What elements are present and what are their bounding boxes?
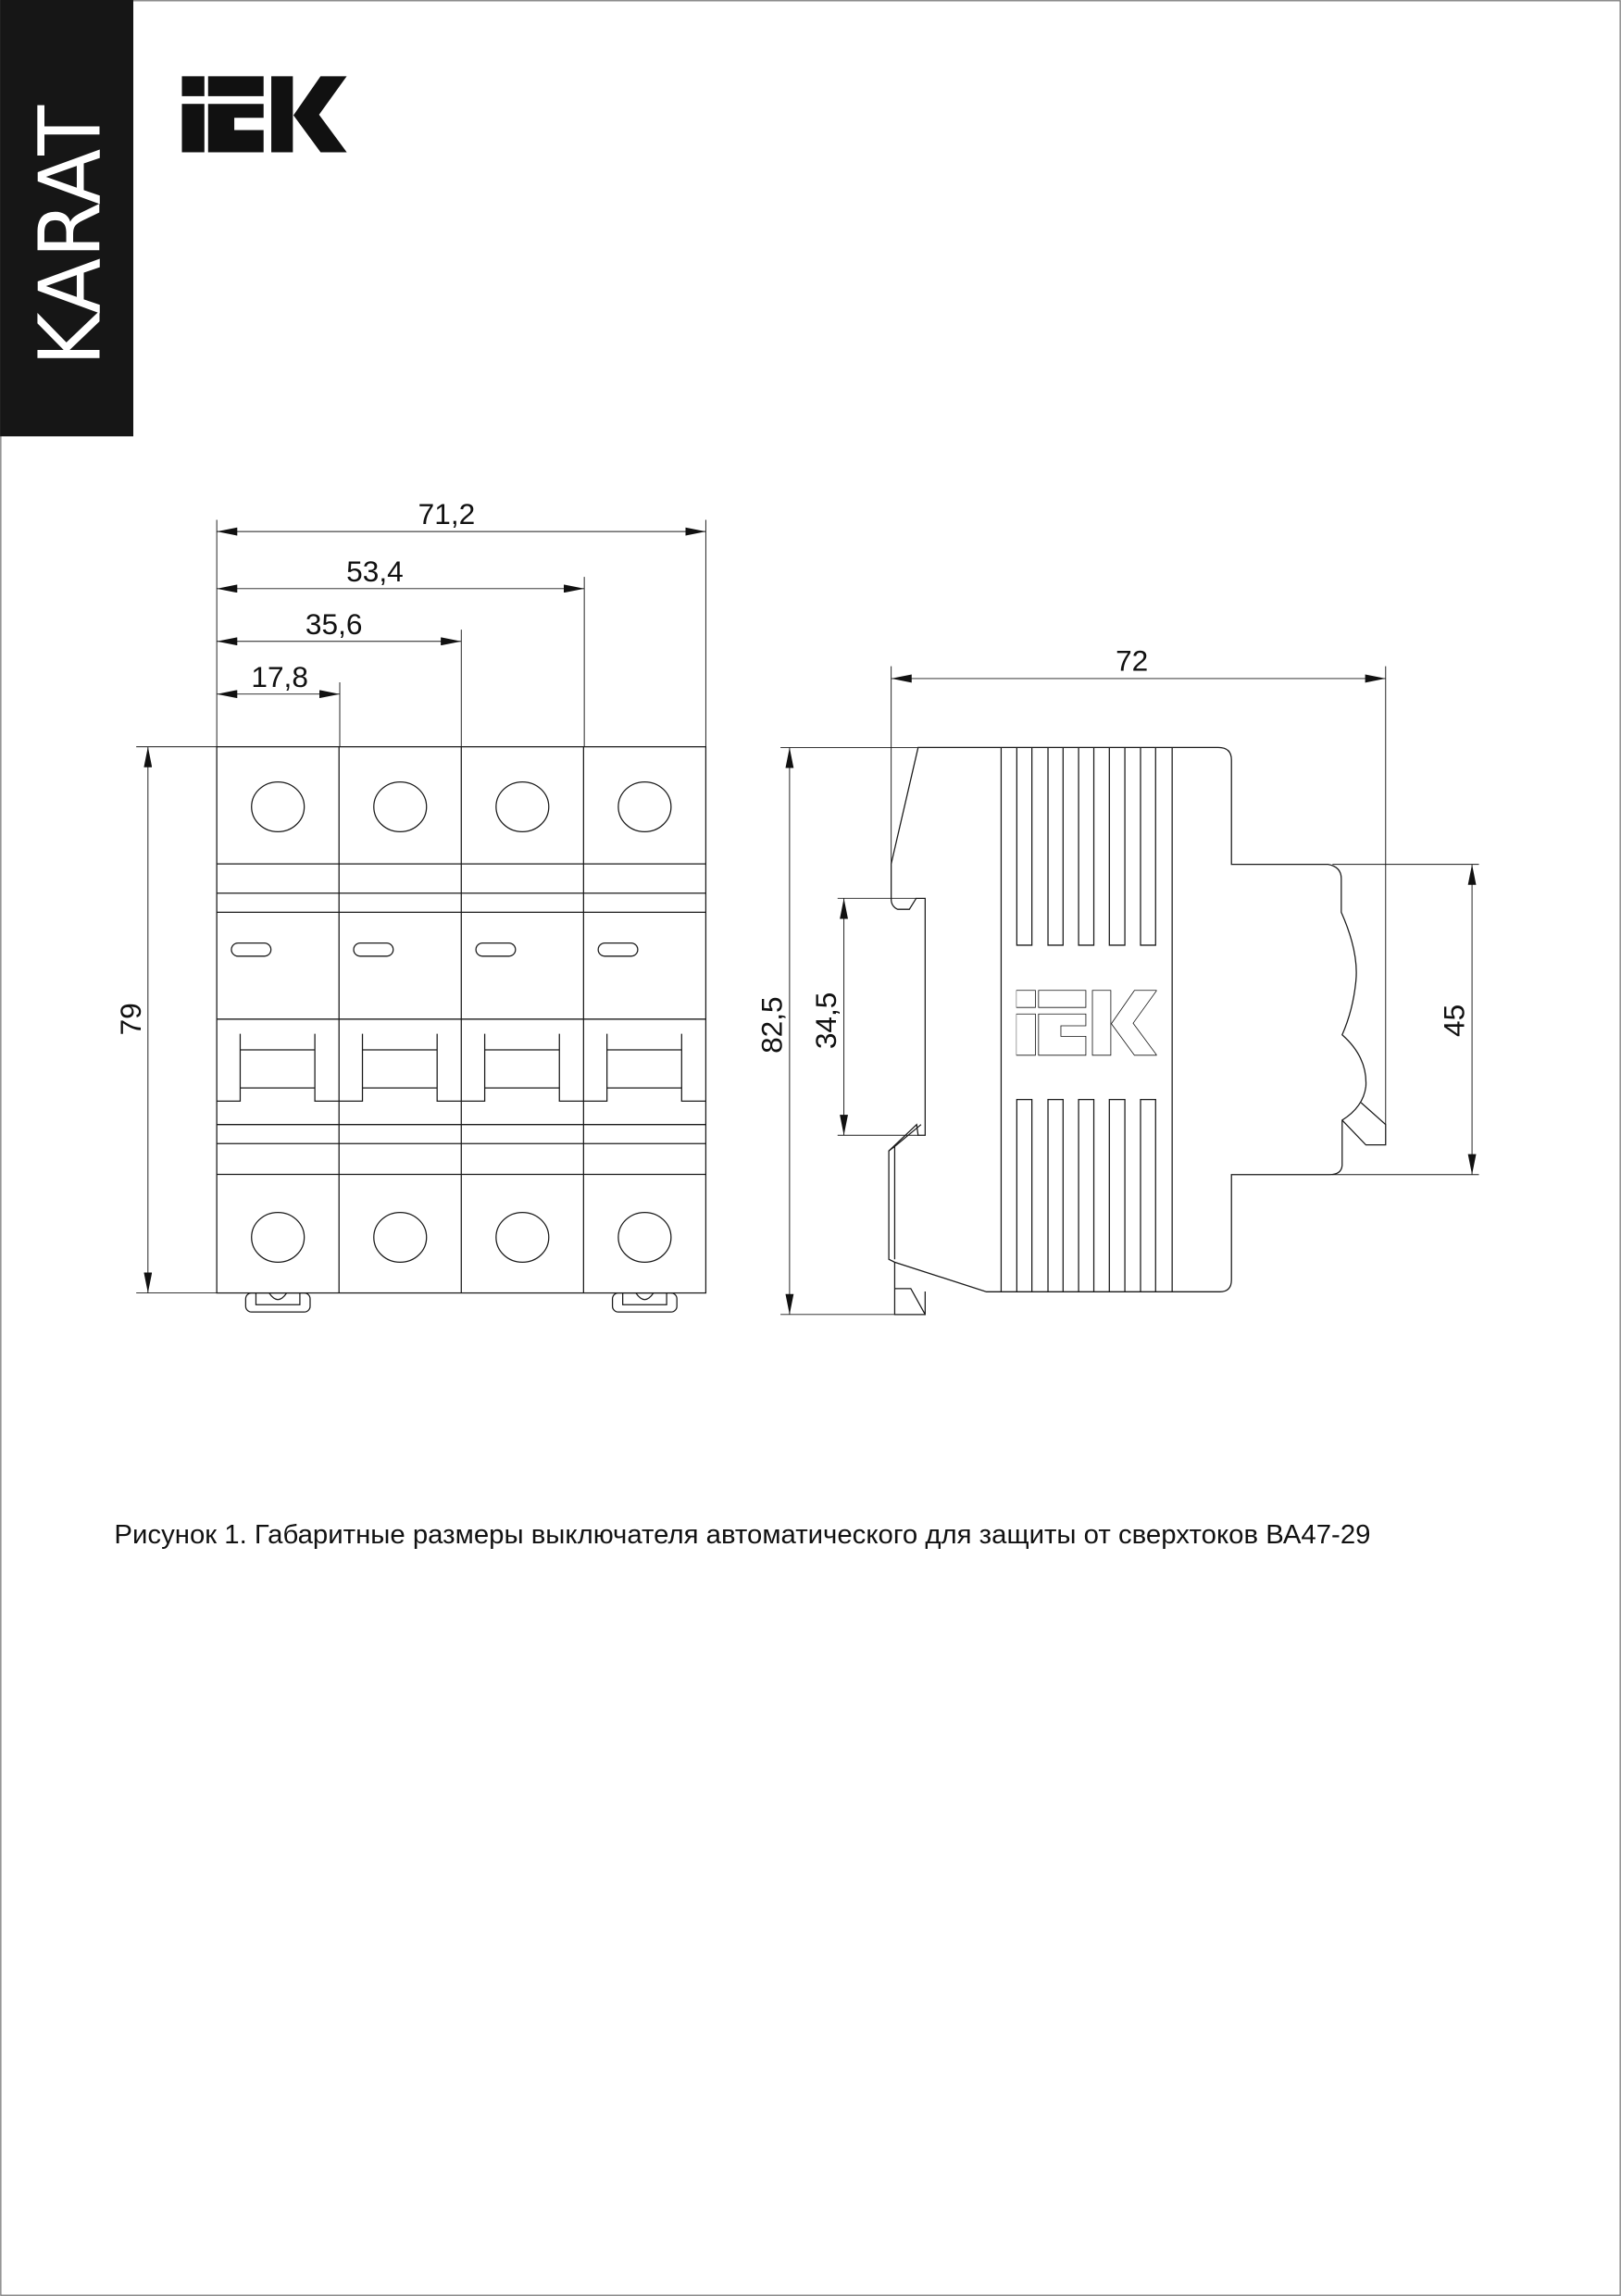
terminal-screw-bottom — [252, 1213, 305, 1263]
toggle-lever — [339, 1034, 461, 1102]
indicator-window — [598, 943, 638, 956]
terminal-screw-top — [252, 782, 305, 832]
vent-slot-top — [1079, 747, 1093, 945]
side-logo — [1016, 991, 1157, 1055]
terminal-screw-top — [496, 782, 549, 832]
indicator-window — [231, 943, 271, 956]
vent-slot-top — [1141, 747, 1155, 945]
indicator-window — [476, 943, 516, 956]
vent-slot-top — [1016, 747, 1031, 945]
terminal-screw-bottom — [374, 1213, 427, 1263]
vent-slot-top — [1048, 747, 1063, 945]
dim-label-35-6: 35,6 — [305, 606, 363, 641]
dim-label-17-8: 17,8 — [251, 659, 308, 693]
series-label: KARAT — [20, 94, 120, 367]
front-dimensions — [114, 497, 706, 1292]
figure-caption: Рисунок 1. Габаритные размеры выключателя автоматического для защиты от сверхтоков ВА47-29 — [114, 1520, 1371, 1551]
dim-label-53-4: 53,4 — [346, 554, 404, 588]
dim-label-72: 72 — [1116, 643, 1149, 678]
din-clip-detail — [256, 1293, 299, 1305]
toggle-lever — [583, 1034, 705, 1102]
toggle-lever — [461, 1034, 583, 1102]
din-clip-foot — [245, 1293, 310, 1313]
release-latch — [1342, 1103, 1386, 1145]
dim-label-45: 45 — [1437, 1004, 1471, 1037]
dim-label-71-2: 71,2 — [418, 497, 476, 531]
vent-slot-bottom — [1141, 1100, 1155, 1292]
front-view — [217, 747, 705, 1313]
brand-logo — [181, 76, 346, 152]
side-view — [755, 643, 1479, 1314]
toggle-lever — [217, 1034, 339, 1102]
din-clip — [889, 1125, 925, 1315]
terminal-screw-top — [374, 782, 427, 832]
dim-label-34-5: 34,5 — [809, 992, 843, 1050]
vent-slot-top — [1109, 747, 1125, 945]
dim-label-82-5: 82,5 — [754, 996, 789, 1054]
vent-slot-bottom — [1048, 1100, 1063, 1292]
terminal-screw-bottom — [618, 1213, 671, 1263]
page-border — [1, 1, 1620, 2295]
indicator-window — [354, 943, 393, 956]
terminal-screw-bottom — [496, 1213, 549, 1263]
vent-slot-bottom — [1109, 1100, 1125, 1292]
terminal-screw-top — [618, 782, 671, 832]
vent-slot-bottom — [1079, 1100, 1093, 1292]
din-clip-detail — [623, 1293, 667, 1305]
vent-slot-bottom — [1016, 1100, 1031, 1292]
dim-label-79: 79 — [113, 1003, 147, 1036]
